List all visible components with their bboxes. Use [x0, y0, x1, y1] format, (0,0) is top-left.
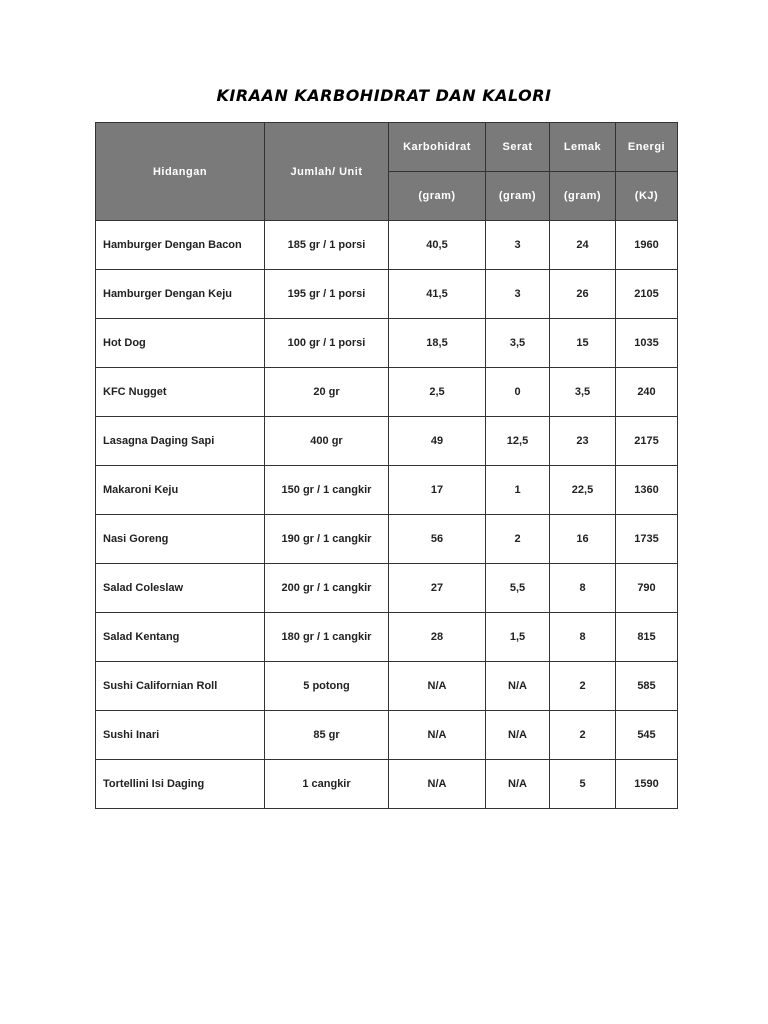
- cell-energi: 1590: [616, 760, 678, 809]
- cell-serat: 3: [486, 221, 550, 270]
- cell-jumlah-unit: 85 gr: [265, 711, 389, 760]
- cell-jumlah-unit: 190 gr / 1 cangkir: [265, 515, 389, 564]
- cell-serat: 3,5: [486, 319, 550, 368]
- cell-lemak: 16: [550, 515, 616, 564]
- nutrition-table: [95, 122, 678, 809]
- cell-serat: 3: [486, 270, 550, 319]
- cell-karbohidrat: N/A: [389, 662, 486, 711]
- cell-hidangan: Sushi Inari: [96, 711, 265, 760]
- header-hidangan: Hidangan: [96, 123, 265, 221]
- cell-hidangan: KFC Nugget: [96, 368, 265, 417]
- cell-energi: 585: [616, 662, 678, 711]
- cell-lemak: 23: [550, 417, 616, 466]
- page-title: KIRAAN KARBOHIDRAT DAN KALORI: [216, 86, 552, 105]
- cell-jumlah-unit: 185 gr / 1 porsi: [265, 221, 389, 270]
- cell-serat: 12,5: [486, 417, 550, 466]
- cell-serat: 2: [486, 515, 550, 564]
- cell-serat: 1: [486, 466, 550, 515]
- table-row: [96, 613, 678, 662]
- cell-lemak: 2: [550, 662, 616, 711]
- cell-lemak: 26: [550, 270, 616, 319]
- cell-lemak: 15: [550, 319, 616, 368]
- cell-serat: N/A: [486, 662, 550, 711]
- cell-serat: N/A: [486, 711, 550, 760]
- cell-energi: 790: [616, 564, 678, 613]
- unit-energi: (KJ): [616, 172, 678, 221]
- cell-energi: 2175: [616, 417, 678, 466]
- cell-karbohidrat: 18,5: [389, 319, 486, 368]
- cell-jumlah-unit: 400 gr: [265, 417, 389, 466]
- table-row: [96, 711, 678, 760]
- header-serat: Serat: [486, 123, 550, 172]
- cell-energi: 240: [616, 368, 678, 417]
- cell-energi: 1960: [616, 221, 678, 270]
- header-jumlah-unit: Jumlah/ Unit: [265, 123, 389, 221]
- cell-karbohidrat: 2,5: [389, 368, 486, 417]
- cell-jumlah-unit: 180 gr / 1 cangkir: [265, 613, 389, 662]
- cell-hidangan: Hamburger Dengan Keju: [96, 270, 265, 319]
- cell-karbohidrat: N/A: [389, 760, 486, 809]
- table-row: [96, 466, 678, 515]
- table-row: [96, 662, 678, 711]
- table-row: [96, 319, 678, 368]
- cell-jumlah-unit: 20 gr: [265, 368, 389, 417]
- header-energi: Energi: [616, 123, 678, 172]
- table-row: [96, 417, 678, 466]
- cell-jumlah-unit: 100 gr / 1 porsi: [265, 319, 389, 368]
- cell-hidangan: Tortellini Isi Daging: [96, 760, 265, 809]
- cell-jumlah-unit: 200 gr / 1 cangkir: [265, 564, 389, 613]
- header-lemak: Lemak: [550, 123, 616, 172]
- cell-serat: 1,5: [486, 613, 550, 662]
- table-body: [96, 221, 678, 809]
- unit-karbohidrat: (gram): [389, 172, 486, 221]
- table-row: [96, 368, 678, 417]
- cell-serat: 0: [486, 368, 550, 417]
- cell-energi: 815: [616, 613, 678, 662]
- cell-hidangan: Makaroni Keju: [96, 466, 265, 515]
- table-row: [96, 270, 678, 319]
- unit-serat: (gram): [486, 172, 550, 221]
- cell-jumlah-unit: 1 cangkir: [265, 760, 389, 809]
- cell-jumlah-unit: 195 gr / 1 porsi: [265, 270, 389, 319]
- table-row: [96, 564, 678, 613]
- cell-karbohidrat: 40,5: [389, 221, 486, 270]
- cell-hidangan: Sushi Californian Roll: [96, 662, 265, 711]
- table-row: [96, 221, 678, 270]
- cell-hidangan: Nasi Goreng: [96, 515, 265, 564]
- table-row: [96, 760, 678, 809]
- cell-hidangan: Hamburger Dengan Bacon: [96, 221, 265, 270]
- cell-energi: 545: [616, 711, 678, 760]
- cell-serat: N/A: [486, 760, 550, 809]
- cell-karbohidrat: 41,5: [389, 270, 486, 319]
- cell-lemak: 3,5: [550, 368, 616, 417]
- cell-jumlah-unit: 5 potong: [265, 662, 389, 711]
- cell-karbohidrat: 56: [389, 515, 486, 564]
- cell-hidangan: Salad Coleslaw: [96, 564, 265, 613]
- cell-energi: 1360: [616, 466, 678, 515]
- cell-karbohidrat: 49: [389, 417, 486, 466]
- cell-lemak: 2: [550, 711, 616, 760]
- cell-hidangan: Hot Dog: [96, 319, 265, 368]
- table-header: [96, 123, 678, 221]
- cell-karbohidrat: N/A: [389, 711, 486, 760]
- cell-energi: 1735: [616, 515, 678, 564]
- cell-lemak: 22,5: [550, 466, 616, 515]
- cell-karbohidrat: 17: [389, 466, 486, 515]
- cell-karbohidrat: 28: [389, 613, 486, 662]
- cell-karbohidrat: 27: [389, 564, 486, 613]
- header-karbohidrat: Karbohidrat: [389, 123, 486, 172]
- cell-hidangan: Salad Kentang: [96, 613, 265, 662]
- unit-lemak: (gram): [550, 172, 616, 221]
- cell-lemak: 5: [550, 760, 616, 809]
- cell-lemak: 8: [550, 613, 616, 662]
- cell-hidangan: Lasagna Daging Sapi: [96, 417, 265, 466]
- cell-energi: 1035: [616, 319, 678, 368]
- cell-lemak: 24: [550, 221, 616, 270]
- table-row: [96, 515, 678, 564]
- cell-energi: 2105: [616, 270, 678, 319]
- cell-jumlah-unit: 150 gr / 1 cangkir: [265, 466, 389, 515]
- cell-lemak: 8: [550, 564, 616, 613]
- cell-serat: 5,5: [486, 564, 550, 613]
